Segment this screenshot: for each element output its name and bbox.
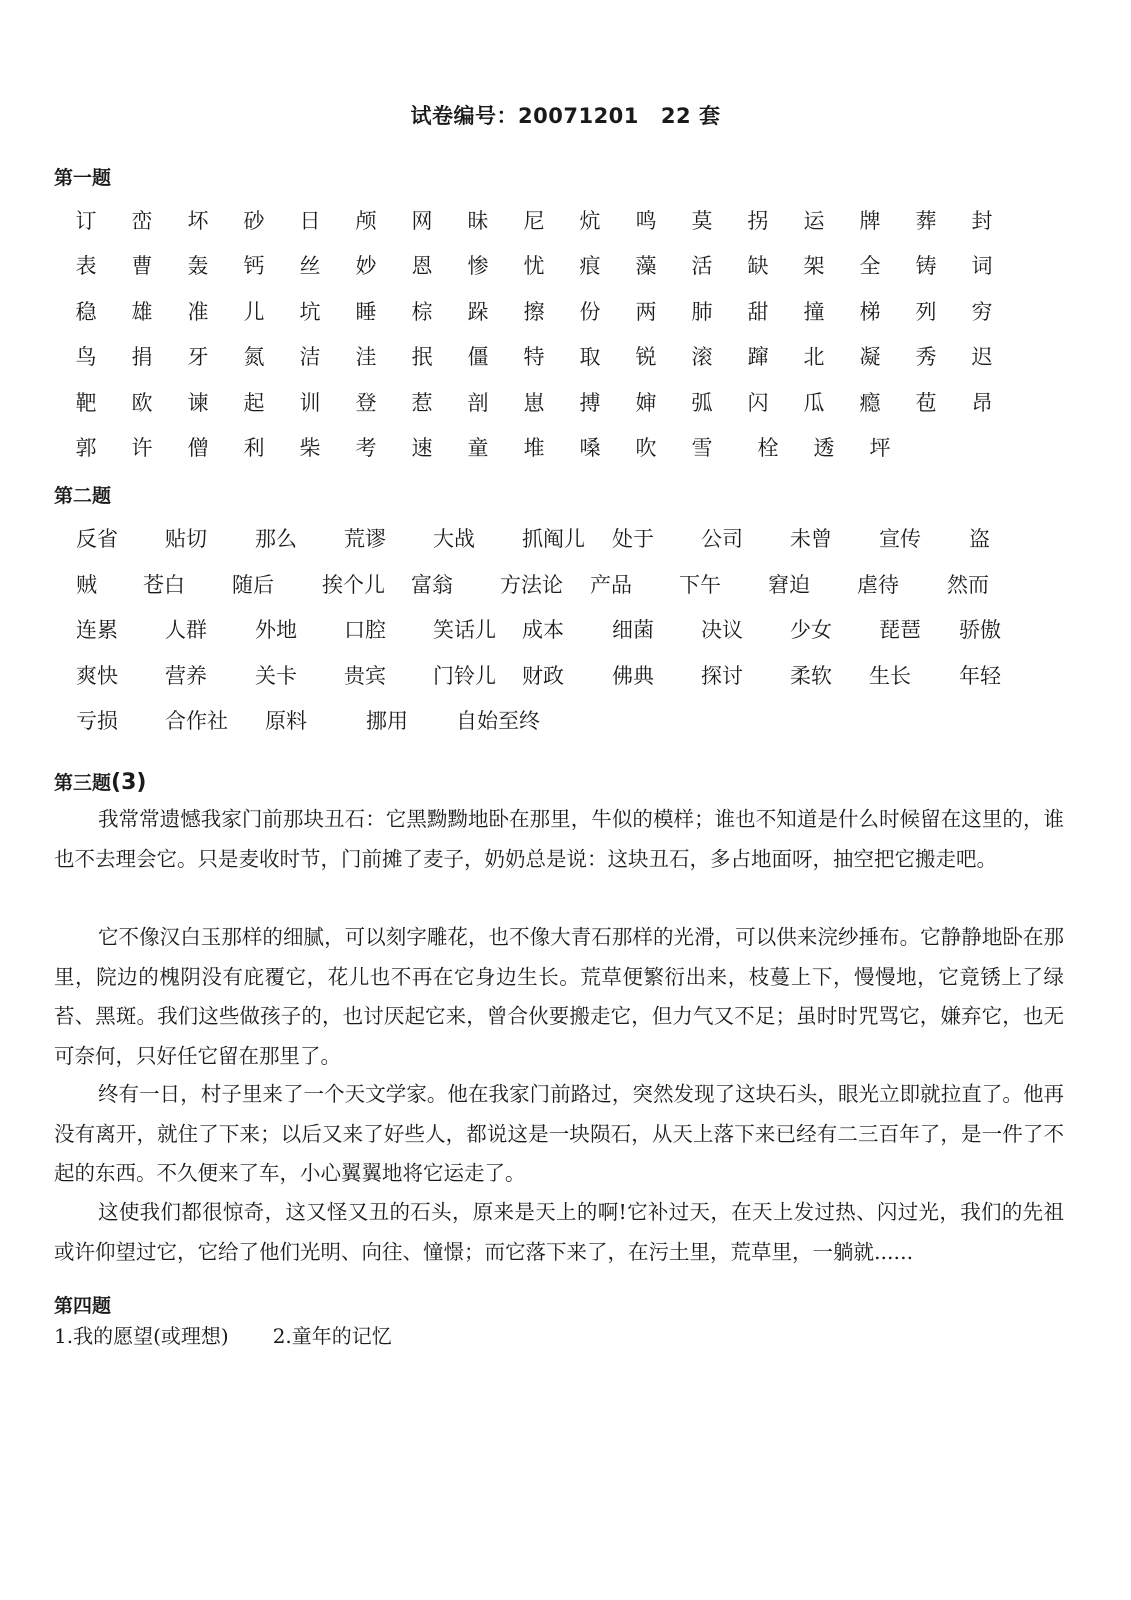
char-cell: 凝 xyxy=(859,345,881,369)
section1-heading: 第一题 xyxy=(54,167,112,189)
word-cell: 笑话儿 xyxy=(433,618,496,642)
char-cell: 堆 xyxy=(523,436,545,460)
word-cell: 外地 xyxy=(255,618,297,642)
char-cell: 轰 xyxy=(187,254,209,278)
char-cell: 颅 xyxy=(355,209,377,233)
char-cell: 迟 xyxy=(971,345,993,369)
char-cell: 跺 xyxy=(467,300,489,324)
char-row xyxy=(0,297,1131,327)
char-cell: 坑 xyxy=(299,300,321,324)
char-cell: 炕 xyxy=(579,209,601,233)
char-cell: 起 xyxy=(243,391,265,415)
char-cell: 闪 xyxy=(747,391,769,415)
char-cell: 透 xyxy=(813,436,835,460)
char-cell: 运 xyxy=(803,209,825,233)
essay-topic-2: 2.童年的记忆 xyxy=(272,1324,392,1348)
char-cell: 活 xyxy=(691,254,713,278)
char-cell: 氮 xyxy=(243,345,265,369)
word-cell: 大战 xyxy=(433,527,475,551)
char-cell: 网 xyxy=(411,209,433,233)
word-cell: 连累 xyxy=(76,618,118,642)
char-cell: 雪 xyxy=(691,436,713,460)
word-cell: 口腔 xyxy=(344,618,386,642)
char-cell: 弧 xyxy=(691,391,713,415)
char-cell: 妙 xyxy=(355,254,377,278)
char-cell: 睡 xyxy=(355,300,377,324)
char-cell: 钙 xyxy=(243,254,265,278)
word-cell: 成本 xyxy=(522,618,564,642)
char-cell: 登 xyxy=(355,391,377,415)
char-cell: 蹿 xyxy=(747,345,769,369)
char-cell: 训 xyxy=(299,391,321,415)
word-cell: 贵宾 xyxy=(344,664,386,688)
char-cell: 词 xyxy=(971,254,993,278)
char-cell: 坏 xyxy=(187,209,209,233)
title-label: 试卷编号： xyxy=(410,104,519,128)
char-cell: 鸟 xyxy=(75,345,97,369)
char-cell: 锐 xyxy=(635,345,657,369)
char-cell: 准 xyxy=(187,300,209,324)
word-cell: 门铃儿 xyxy=(433,664,496,688)
char-row xyxy=(0,251,1131,281)
word-cell: 苍白 xyxy=(143,573,185,597)
char-cell: 曹 xyxy=(131,254,153,278)
word-cell: 柔软 xyxy=(790,664,832,688)
char-cell: 北 xyxy=(803,345,825,369)
word-row xyxy=(0,706,1131,736)
char-cell: 崽 xyxy=(523,391,545,415)
char-cell: 抿 xyxy=(411,345,433,369)
char-row xyxy=(0,388,1131,418)
char-cell: 吹 xyxy=(635,436,657,460)
char-cell: 栓 xyxy=(757,436,779,460)
char-row xyxy=(0,433,1131,463)
char-cell: 梯 xyxy=(859,300,881,324)
char-cell: 儿 xyxy=(243,300,265,324)
char-cell: 日 xyxy=(299,209,321,233)
word-cell: 亏损 xyxy=(76,709,118,733)
word-cell: 荒谬 xyxy=(344,527,386,551)
char-cell: 撞 xyxy=(803,300,825,324)
essay-topics xyxy=(54,1320,392,1349)
word-cell: 琵琶 xyxy=(879,618,921,642)
word-cell: 富翁 xyxy=(411,573,453,597)
char-cell: 许 xyxy=(131,436,153,460)
char-cell: 封 xyxy=(971,209,993,233)
char-cell: 铸 xyxy=(915,254,937,278)
char-cell: 葬 xyxy=(915,209,937,233)
char-cell: 砂 xyxy=(243,209,265,233)
word-cell: 自始至终 xyxy=(456,709,540,733)
word-cell: 爽快 xyxy=(76,664,118,688)
word-cell: 原料 xyxy=(265,709,307,733)
word-row xyxy=(0,570,1131,600)
section2-heading: 第二题 xyxy=(54,485,112,507)
char-cell: 缺 xyxy=(747,254,769,278)
char-cell: 牌 xyxy=(859,209,881,233)
section3-heading-text: 第三题 xyxy=(54,772,112,794)
char-cell: 剖 xyxy=(467,391,489,415)
char-cell: 表 xyxy=(75,254,97,278)
word-cell: 抓阄儿 xyxy=(522,527,585,551)
word-cell: 然而 xyxy=(947,573,989,597)
exam-title xyxy=(0,100,1131,130)
char-cell: 藻 xyxy=(635,254,657,278)
word-cell: 细菌 xyxy=(612,618,654,642)
char-cell: 昂 xyxy=(971,391,993,415)
section3-heading-num: (3) xyxy=(111,770,147,795)
char-cell: 惨 xyxy=(467,254,489,278)
char-cell: 雄 xyxy=(131,300,153,324)
char-cell: 靶 xyxy=(75,391,97,415)
char-cell: 恩 xyxy=(411,254,433,278)
char-cell: 份 xyxy=(579,300,601,324)
char-cell: 拐 xyxy=(747,209,769,233)
word-cell: 挨个儿 xyxy=(322,573,385,597)
char-row xyxy=(0,206,1131,236)
char-cell: 谏 xyxy=(187,391,209,415)
word-cell: 合作社 xyxy=(165,709,228,733)
char-cell: 速 xyxy=(411,436,433,460)
word-cell: 营养 xyxy=(165,664,207,688)
char-cell: 搏 xyxy=(579,391,601,415)
word-cell: 贴切 xyxy=(165,527,207,551)
char-cell: 瘾 xyxy=(859,391,881,415)
char-cell: 忧 xyxy=(523,254,545,278)
word-cell: 那么 xyxy=(255,527,297,551)
char-cell: 利 xyxy=(243,436,265,460)
char-cell: 两 xyxy=(635,300,657,324)
char-cell: 捐 xyxy=(131,345,153,369)
word-row xyxy=(0,615,1131,645)
char-cell: 峦 xyxy=(131,209,153,233)
char-cell: 鸣 xyxy=(635,209,657,233)
char-cell: 苞 xyxy=(915,391,937,415)
word-cell: 决议 xyxy=(701,618,743,642)
word-cell: 产品 xyxy=(590,573,632,597)
word-cell: 公司 xyxy=(701,527,743,551)
char-cell: 坪 xyxy=(869,436,891,460)
word-cell: 骄傲 xyxy=(959,618,1001,642)
char-cell: 全 xyxy=(859,254,881,278)
char-row xyxy=(0,342,1131,372)
exam-code: 20071201 xyxy=(518,104,639,128)
word-cell: 探讨 xyxy=(701,664,743,688)
section4-heading: 第四题 xyxy=(54,1295,112,1317)
word-cell: 未曾 xyxy=(790,527,832,551)
char-cell: 擦 xyxy=(523,300,545,324)
char-cell: 欧 xyxy=(131,391,153,415)
word-cell: 盗 xyxy=(969,527,990,551)
reading-paragraph-2: 它不像汉白玉那样的细腻，可以刻字雕花，也不像大青石那样的光滑，可以供来浣纱捶布。它静静地卧在那里，院边的槐阴没有庇覆它，花儿也不再在它身边生长。荒草便繁衍出来，枝蔓上下，慢慢地，它竟锈上了绿苔、黑斑。我们这些做孩子的，也讨厌起它来，曾合伙要搬走它，但力气又不足；虽时时咒骂它，嫌弃它，也无可奈何，只好任它留在那里了。 xyxy=(54,925,1064,1068)
char-cell: 考 xyxy=(355,436,377,460)
char-cell: 牙 xyxy=(187,345,209,369)
char-cell: 穷 xyxy=(971,300,993,324)
char-cell: 架 xyxy=(803,254,825,278)
char-cell: 丝 xyxy=(299,254,321,278)
char-cell: 莫 xyxy=(691,209,713,233)
char-cell: 瓜 xyxy=(803,391,825,415)
word-cell: 宣传 xyxy=(879,527,921,551)
exam-set: 22 套 xyxy=(660,104,721,128)
section3-heading xyxy=(54,768,146,795)
char-cell: 婶 xyxy=(635,391,657,415)
reading-paragraph-1: 我常常遗憾我家门前那块丑石：它黑黝黝地卧在那里，牛似的模样；谁也不知道是什么时候留在这里的，谁也不去理会它。只是麦收时节，门前摊了麦子，奶奶总是说：这块丑石，多占地面呀，抽空把它搬走吧。 xyxy=(54,807,1064,871)
word-cell: 财政 xyxy=(522,664,564,688)
word-cell: 虐待 xyxy=(857,573,899,597)
word-cell: 方法论 xyxy=(500,573,563,597)
char-cell: 惹 xyxy=(411,391,433,415)
char-cell: 嗓 xyxy=(579,436,601,460)
char-cell: 尼 xyxy=(523,209,545,233)
reading-paragraph-4: 这使我们都很惊奇，这又怪又丑的石头，原来是天上的啊!它补过天，在天上发过热、闪过光，我们的先祖或许仰望过它，它给了他们光明、向往、憧憬；而它落下来了，在污土里，荒草里，一躺就...... xyxy=(54,1200,1064,1264)
word-cell: 关卡 xyxy=(255,664,297,688)
char-cell: 郭 xyxy=(75,436,97,460)
char-cell: 肺 xyxy=(691,300,713,324)
word-cell: 窘迫 xyxy=(768,573,810,597)
char-cell: 僧 xyxy=(187,436,209,460)
word-cell: 生长 xyxy=(869,664,911,688)
char-cell: 秀 xyxy=(915,345,937,369)
char-cell: 订 xyxy=(75,209,97,233)
word-cell: 年轻 xyxy=(959,664,1001,688)
char-cell: 稳 xyxy=(75,300,97,324)
char-cell: 甜 xyxy=(747,300,769,324)
word-cell: 佛典 xyxy=(612,664,654,688)
char-cell: 滚 xyxy=(691,345,713,369)
char-cell: 痕 xyxy=(579,254,601,278)
word-cell: 反省 xyxy=(76,527,118,551)
word-cell: 下午 xyxy=(679,573,721,597)
word-cell: 随后 xyxy=(232,573,274,597)
char-cell: 洁 xyxy=(299,345,321,369)
char-cell: 洼 xyxy=(355,345,377,369)
char-cell: 列 xyxy=(915,300,937,324)
word-row xyxy=(0,524,1131,554)
word-cell: 贼 xyxy=(76,573,97,597)
word-row xyxy=(0,661,1131,691)
char-cell: 童 xyxy=(467,436,489,460)
word-cell: 人群 xyxy=(165,618,207,642)
word-cell: 少女 xyxy=(790,618,832,642)
char-cell: 僵 xyxy=(467,345,489,369)
reading-paragraph-3: 终有一日，村子里来了一个天文学家。他在我家门前路过，突然发现了这块石头，眼光立即就拉直了。他再没有离开，就住了下来；以后又来了好些人，都说这是一块陨石，从天上落下来已经有二三百年了，是一件了不起的东西。不久便来了车，小心翼翼地将它运走了。 xyxy=(54,1082,1064,1185)
char-cell: 取 xyxy=(579,345,601,369)
char-cell: 柴 xyxy=(299,436,321,460)
char-cell: 特 xyxy=(523,345,545,369)
word-cell: 挪用 xyxy=(366,709,408,733)
word-cell: 处于 xyxy=(612,527,654,551)
char-cell: 昧 xyxy=(467,209,489,233)
essay-topic-1: 1.我的愿望(或理想) xyxy=(54,1324,229,1348)
char-cell: 棕 xyxy=(411,300,433,324)
